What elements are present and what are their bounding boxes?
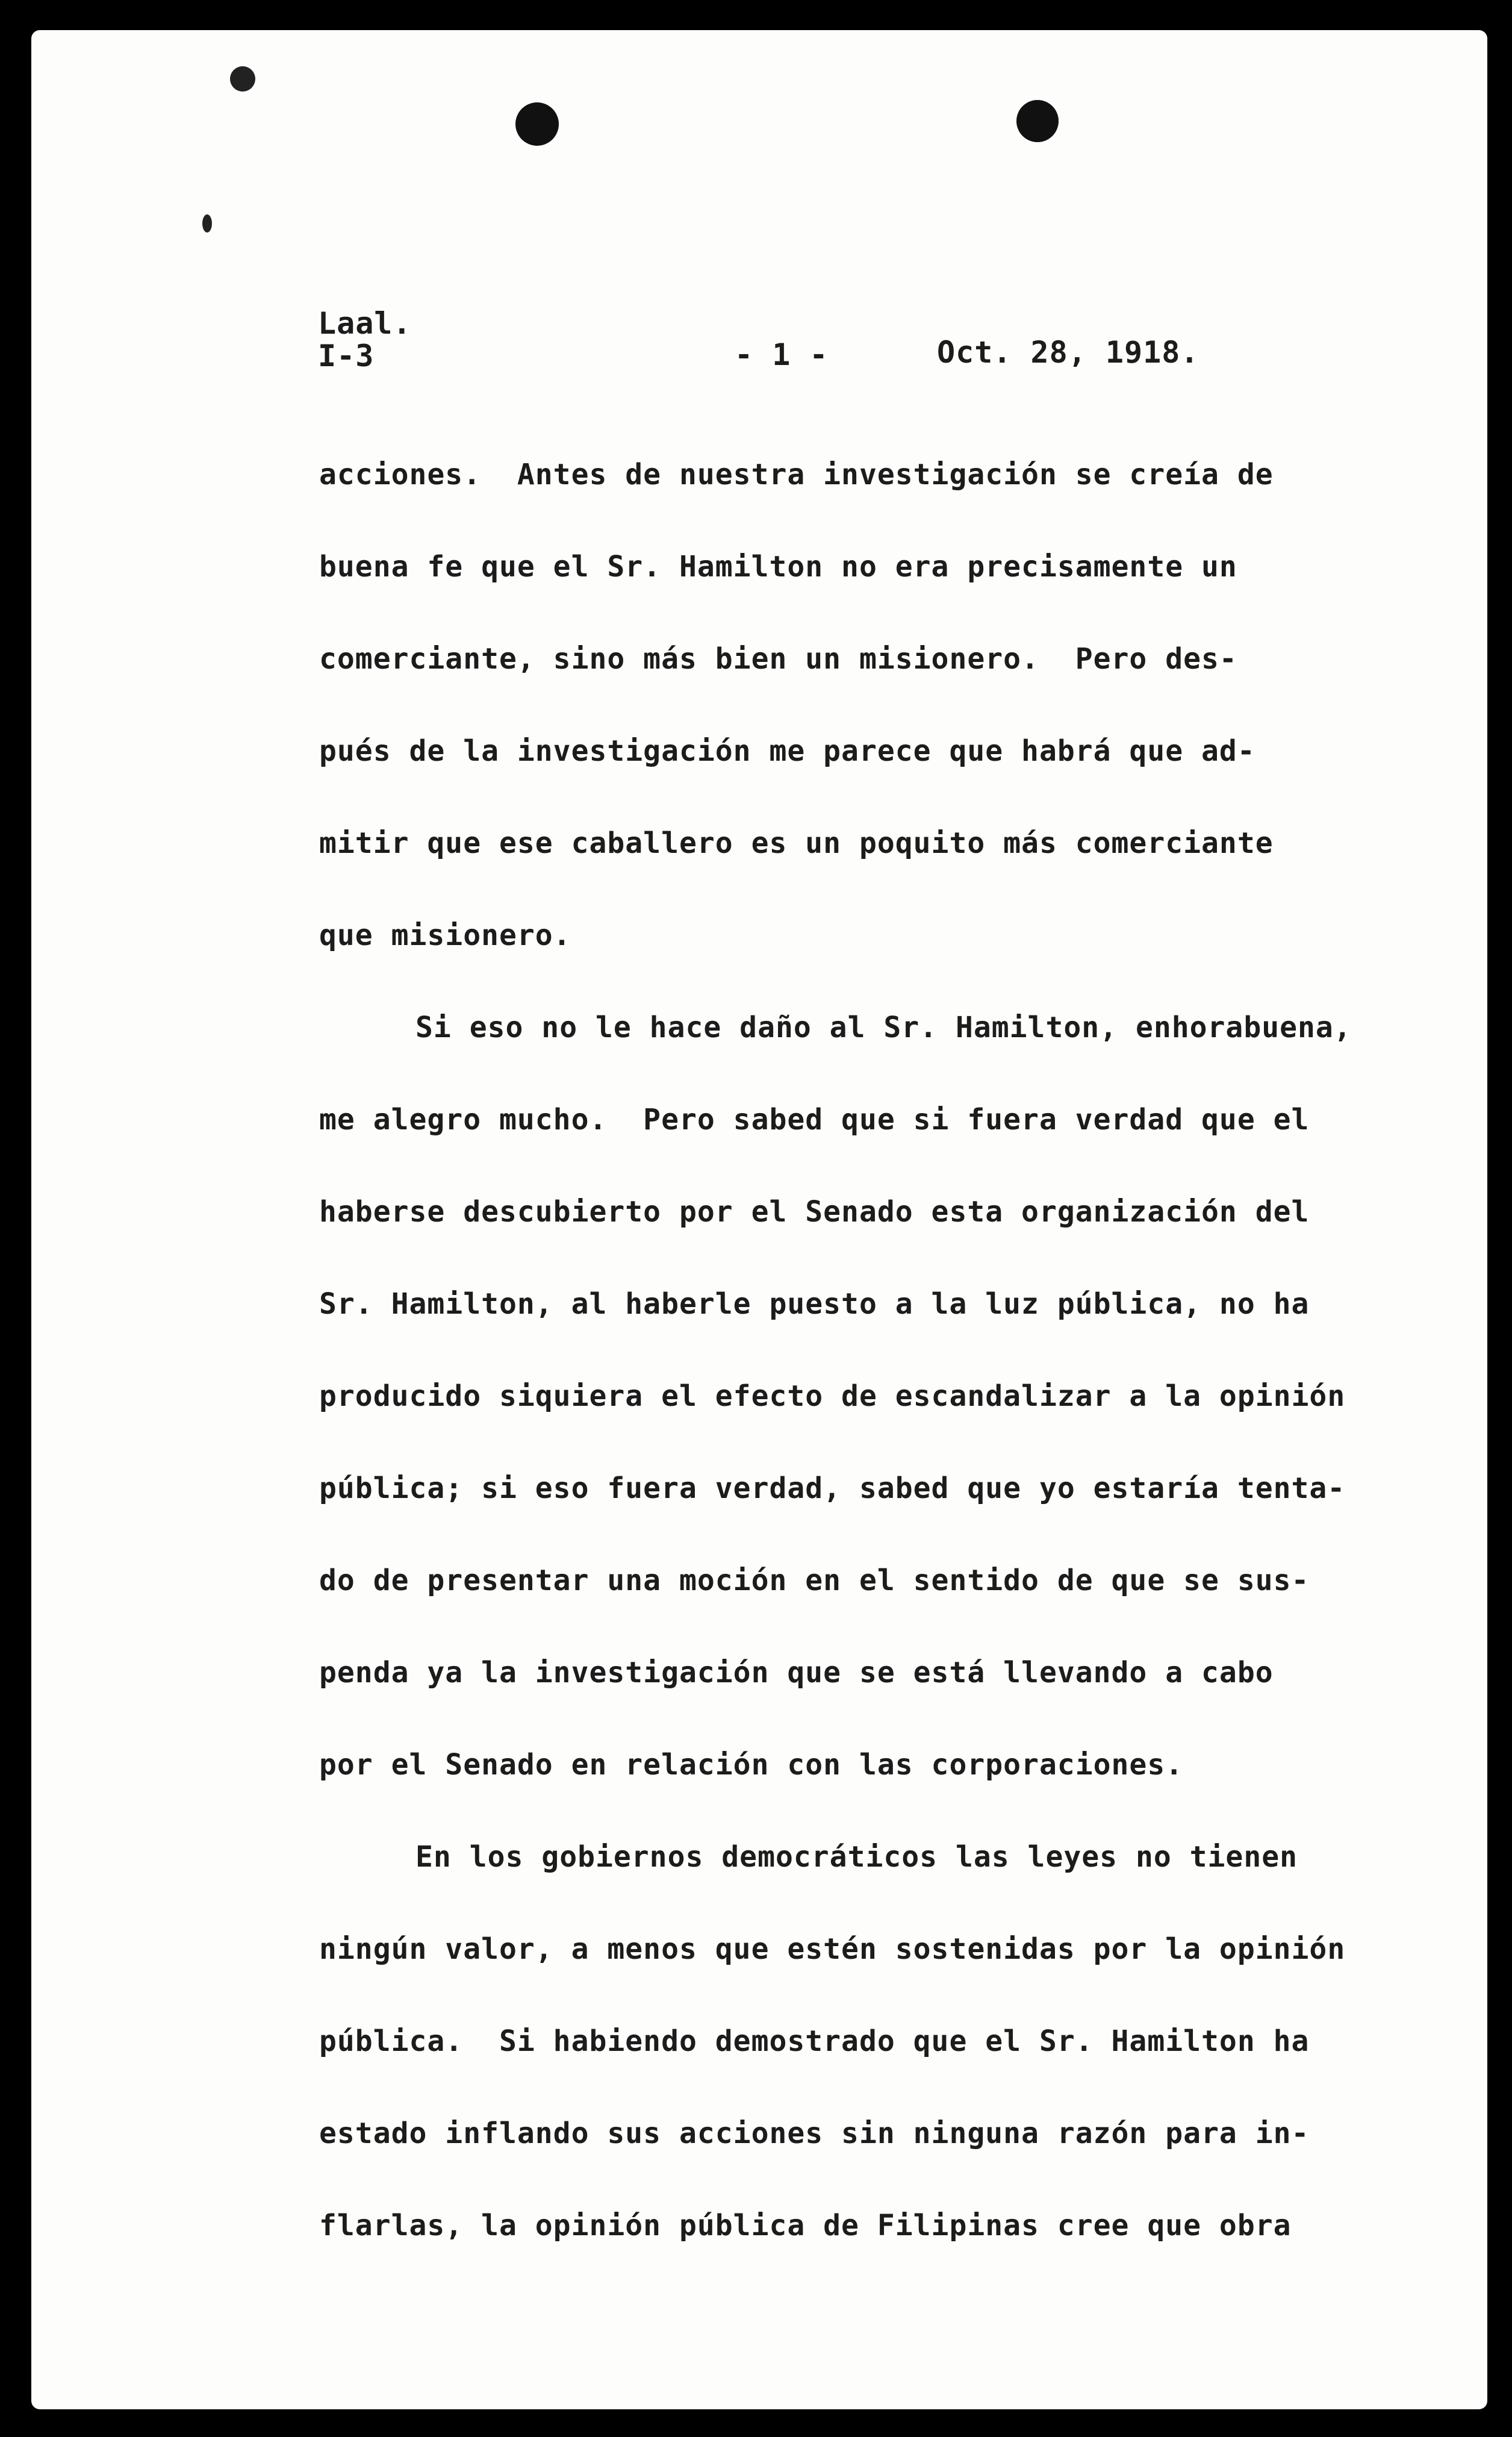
punch-hole-left (515, 102, 559, 146)
body-line: comerciante, sino más bien un misionero. Pero des- (319, 642, 1237, 676)
body-line: Sr. Hamilton, al haberle puesto a la luz pública, no ha (319, 1287, 1310, 1321)
header-initials: Laal. (318, 306, 412, 341)
body-line: por el Senado en relación con las corporaciones. (319, 1748, 1184, 1782)
body-line: buena fe que el Sr. Hamilton no era precisamente un (319, 550, 1237, 584)
page-number: - 1 - (735, 337, 829, 372)
header-ref: I-3 (318, 339, 375, 373)
ink-spot (202, 214, 212, 232)
body-line: mitir que ese caballero es un poquito más comerciante (319, 826, 1274, 860)
document-date: Oct. 28, 1918. (937, 335, 1199, 370)
body-line: producido siquiera el efecto de escandalizar a la opinión (319, 1379, 1346, 1413)
body-line: flarlas, la opinión pública de Filipinas cree que obra (319, 2209, 1292, 2242)
body-line: En los gobiernos democráticos las leyes no tienen (415, 1840, 1298, 1874)
body-line: acciones. Antes de nuestra investigación se creía de (319, 458, 1274, 491)
body-line: haberse descubierto por el Senado esta organización del (319, 1195, 1310, 1229)
body-line: penda ya la investigación que se está llevando a cabo (319, 1656, 1274, 1690)
body-line: do de presentar una moción en el sentido de que se sus- (319, 1564, 1310, 1597)
body-line: pués de la investigación me parece que habrá que ad- (319, 734, 1255, 768)
ink-spot (230, 66, 255, 92)
body-line: estado inflando sus acciones sin ninguna razón para in- (319, 2117, 1310, 2150)
body-line: ningún valor, a menos que estén sostenidas por la opinión (319, 1932, 1346, 1966)
punch-hole-right (1016, 100, 1059, 142)
body-line: pública; si eso fuera verdad, sabed que yo estaría tenta- (319, 1471, 1346, 1505)
body-line: me alegro mucho. Pero sabed que si fuera verdad que el (319, 1103, 1310, 1137)
body-line: que misionero. (319, 919, 571, 952)
body-line: pública. Si habiendo demostrado que el Sr. Hamilton ha (319, 2024, 1310, 2058)
body-line: Si eso no le hace daño al Sr. Hamilton, enhorabuena, (415, 1011, 1352, 1044)
